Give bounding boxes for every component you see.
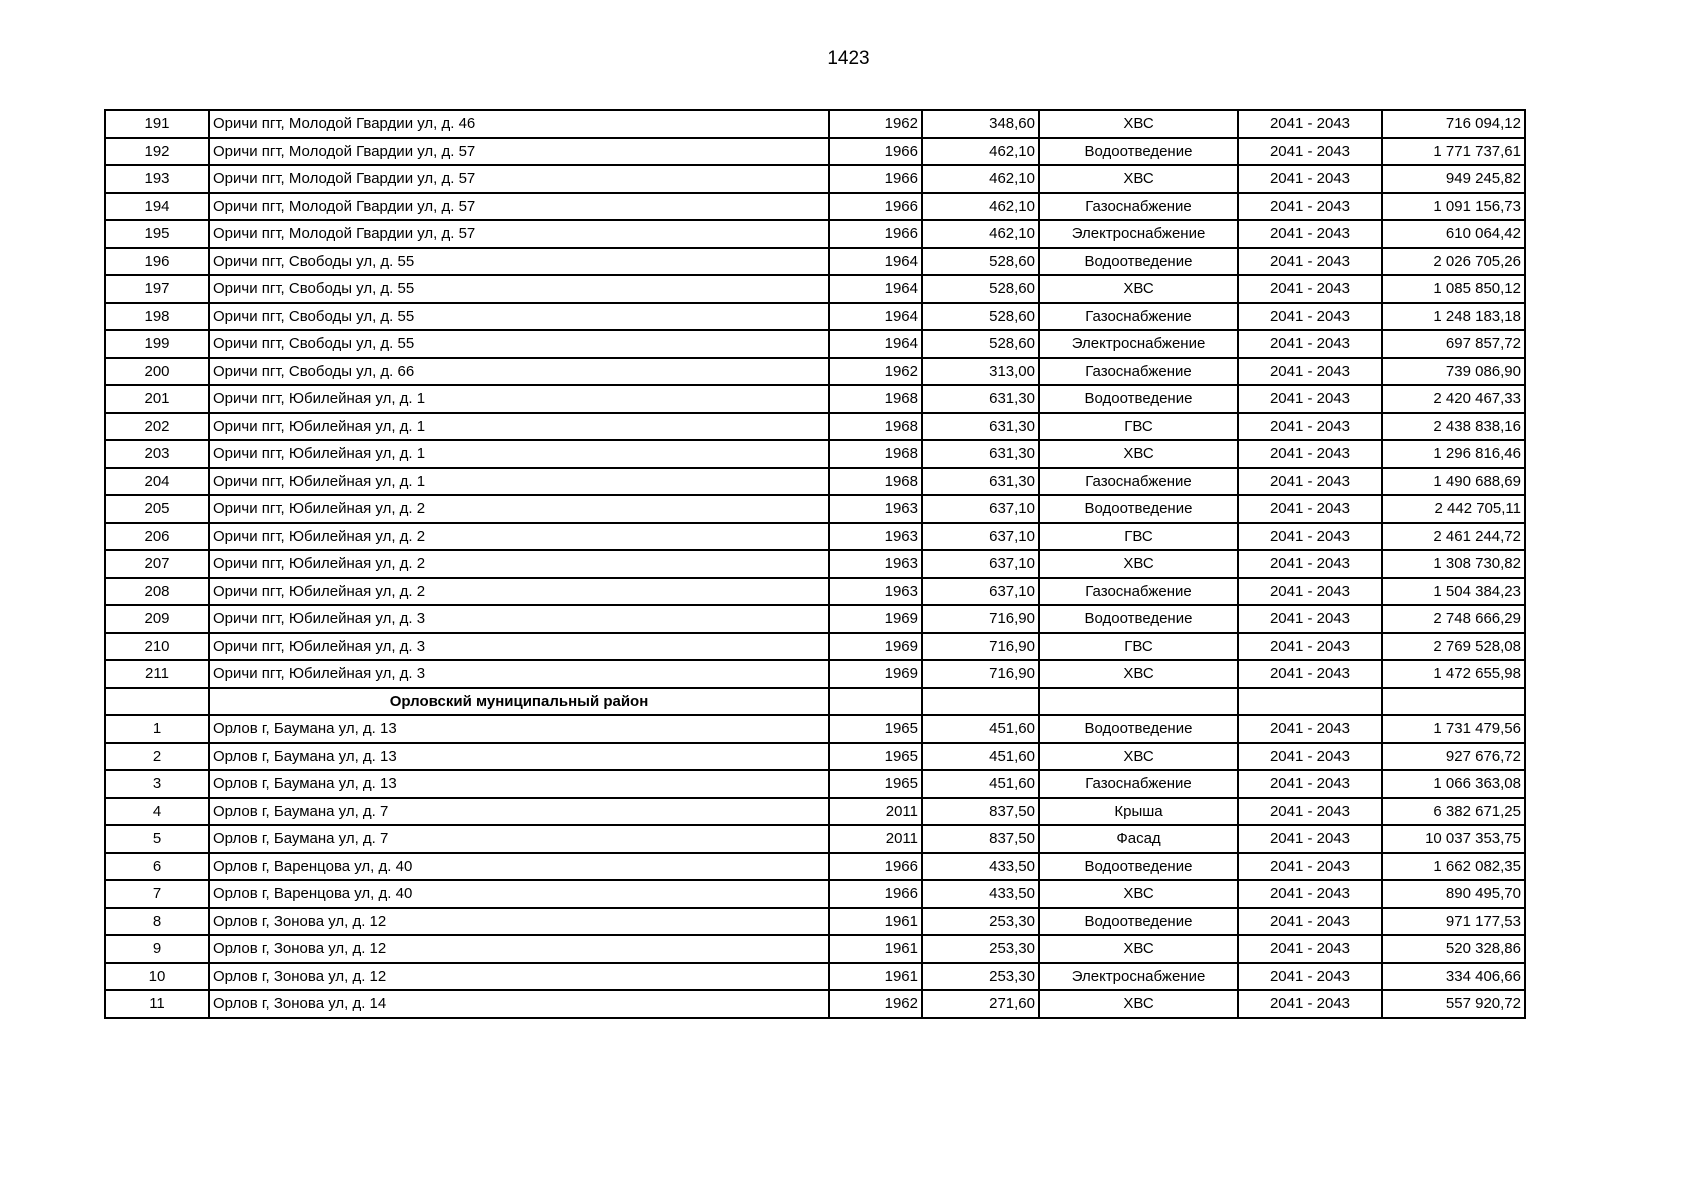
address-cell: Оричи пгт, Свободы ул, д. 66 bbox=[209, 358, 829, 386]
period-cell: 2041 - 2043 bbox=[1238, 523, 1382, 551]
year-cell: 1962 bbox=[829, 110, 922, 138]
year-cell: 1964 bbox=[829, 303, 922, 331]
area-cell: 637,10 bbox=[922, 523, 1039, 551]
year-cell: 1963 bbox=[829, 495, 922, 523]
address-cell: Орлов г, Баумана ул, д. 13 bbox=[209, 743, 829, 771]
area-cell: 528,60 bbox=[922, 330, 1039, 358]
area-cell: 462,10 bbox=[922, 165, 1039, 193]
address-cell: Оричи пгт, Свободы ул, д. 55 bbox=[209, 303, 829, 331]
area-cell: 348,60 bbox=[922, 110, 1039, 138]
period-cell: 2041 - 2043 bbox=[1238, 880, 1382, 908]
cost-cell: 697 857,72 bbox=[1382, 330, 1525, 358]
address-cell: Оричи пгт, Юбилейная ул, д. 1 bbox=[209, 468, 829, 496]
table-row bbox=[105, 193, 1525, 221]
work-type-cell: ГВС bbox=[1039, 523, 1238, 551]
cost-cell: 971 177,53 bbox=[1382, 908, 1525, 936]
work-type-cell: ГВС bbox=[1039, 413, 1238, 441]
row-number-cell: 2 bbox=[105, 743, 209, 771]
row-number-cell: 200 bbox=[105, 358, 209, 386]
area-cell: 451,60 bbox=[922, 715, 1039, 743]
year-cell: 1966 bbox=[829, 138, 922, 166]
work-type-cell: Газоснабжение bbox=[1039, 193, 1238, 221]
cost-cell: 2 420 467,33 bbox=[1382, 385, 1525, 413]
table-row bbox=[105, 523, 1525, 551]
empty-cell bbox=[1039, 688, 1238, 716]
cost-cell: 10 037 353,75 bbox=[1382, 825, 1525, 853]
address-cell: Оричи пгт, Молодой Гвардии ул, д. 57 bbox=[209, 193, 829, 221]
work-type-cell: Газоснабжение bbox=[1039, 468, 1238, 496]
area-cell: 528,60 bbox=[922, 303, 1039, 331]
page-number: 1423 bbox=[827, 48, 870, 69]
cost-cell: 610 064,42 bbox=[1382, 220, 1525, 248]
row-number-cell: 4 bbox=[105, 798, 209, 826]
area-cell: 253,30 bbox=[922, 935, 1039, 963]
empty-cell bbox=[829, 688, 922, 716]
row-number-cell: 195 bbox=[105, 220, 209, 248]
area-cell: 271,60 bbox=[922, 990, 1039, 1018]
row-number-cell: 5 bbox=[105, 825, 209, 853]
year-cell: 1966 bbox=[829, 220, 922, 248]
table-row bbox=[105, 550, 1525, 578]
period-cell: 2041 - 2043 bbox=[1238, 908, 1382, 936]
work-type-cell: Водоотведение bbox=[1039, 138, 1238, 166]
period-cell: 2041 - 2043 bbox=[1238, 440, 1382, 468]
table-row bbox=[105, 853, 1525, 881]
cost-cell: 520 328,86 bbox=[1382, 935, 1525, 963]
table-row bbox=[105, 880, 1525, 908]
period-cell: 2041 - 2043 bbox=[1238, 743, 1382, 771]
address-cell: Оричи пгт, Свободы ул, д. 55 bbox=[209, 330, 829, 358]
cost-cell: 557 920,72 bbox=[1382, 990, 1525, 1018]
row-number-cell: 211 bbox=[105, 660, 209, 688]
empty-cell bbox=[1382, 688, 1525, 716]
row-number-cell: 192 bbox=[105, 138, 209, 166]
table-row bbox=[105, 660, 1525, 688]
year-cell: 1969 bbox=[829, 605, 922, 633]
table-row bbox=[105, 248, 1525, 276]
period-cell: 2041 - 2043 bbox=[1238, 193, 1382, 221]
cost-cell: 6 382 671,25 bbox=[1382, 798, 1525, 826]
period-cell: 2041 - 2043 bbox=[1238, 935, 1382, 963]
address-cell: Орлов г, Баумана ул, д. 13 bbox=[209, 770, 829, 798]
row-number-cell: 201 bbox=[105, 385, 209, 413]
table-row bbox=[105, 275, 1525, 303]
table-row bbox=[105, 358, 1525, 386]
registry-body bbox=[105, 110, 1525, 1018]
row-number-cell: 10 bbox=[105, 963, 209, 991]
work-type-cell: Газоснабжение bbox=[1039, 578, 1238, 606]
year-cell: 1969 bbox=[829, 633, 922, 661]
table-row bbox=[105, 990, 1525, 1018]
work-type-cell: Газоснабжение bbox=[1039, 358, 1238, 386]
area-cell: 462,10 bbox=[922, 193, 1039, 221]
period-cell: 2041 - 2043 bbox=[1238, 963, 1382, 991]
cost-cell: 1 662 082,35 bbox=[1382, 853, 1525, 881]
work-type-cell: ХВС bbox=[1039, 275, 1238, 303]
work-type-cell: ХВС bbox=[1039, 110, 1238, 138]
area-cell: 716,90 bbox=[922, 633, 1039, 661]
area-cell: 631,30 bbox=[922, 385, 1039, 413]
area-cell: 253,30 bbox=[922, 908, 1039, 936]
table-row bbox=[105, 303, 1525, 331]
period-cell: 2041 - 2043 bbox=[1238, 138, 1382, 166]
work-type-cell: Водоотведение bbox=[1039, 715, 1238, 743]
year-cell: 1968 bbox=[829, 468, 922, 496]
year-cell: 1966 bbox=[829, 165, 922, 193]
work-type-cell: ХВС bbox=[1039, 165, 1238, 193]
cost-cell: 2 438 838,16 bbox=[1382, 413, 1525, 441]
year-cell: 1963 bbox=[829, 578, 922, 606]
empty-cell bbox=[922, 688, 1039, 716]
row-number-cell: 206 bbox=[105, 523, 209, 551]
section-title: Орловский муниципальный район bbox=[209, 688, 829, 716]
period-cell: 2041 - 2043 bbox=[1238, 110, 1382, 138]
table-row bbox=[105, 798, 1525, 826]
area-cell: 462,10 bbox=[922, 138, 1039, 166]
area-cell: 433,50 bbox=[922, 880, 1039, 908]
address-cell: Оричи пгт, Молодой Гвардии ул, д. 57 bbox=[209, 138, 829, 166]
table-row bbox=[105, 770, 1525, 798]
table-row bbox=[105, 633, 1525, 661]
cost-cell: 1 091 156,73 bbox=[1382, 193, 1525, 221]
area-cell: 528,60 bbox=[922, 275, 1039, 303]
address-cell: Орлов г, Зонова ул, д. 14 bbox=[209, 990, 829, 1018]
address-cell: Орлов г, Баумана ул, д. 13 bbox=[209, 715, 829, 743]
row-number-cell: 193 bbox=[105, 165, 209, 193]
address-cell: Оричи пгт, Юбилейная ул, д. 1 bbox=[209, 413, 829, 441]
year-cell: 1964 bbox=[829, 275, 922, 303]
row-number-cell: 11 bbox=[105, 990, 209, 1018]
work-type-cell: Водоотведение bbox=[1039, 248, 1238, 276]
year-cell: 1962 bbox=[829, 358, 922, 386]
period-cell: 2041 - 2043 bbox=[1238, 715, 1382, 743]
period-cell: 2041 - 2043 bbox=[1238, 605, 1382, 633]
address-cell: Оричи пгт, Юбилейная ул, д. 2 bbox=[209, 550, 829, 578]
year-cell: 1961 bbox=[829, 935, 922, 963]
work-type-cell: Водоотведение bbox=[1039, 908, 1238, 936]
area-cell: 462,10 bbox=[922, 220, 1039, 248]
period-cell: 2041 - 2043 bbox=[1238, 358, 1382, 386]
table-row bbox=[105, 715, 1525, 743]
area-cell: 631,30 bbox=[922, 440, 1039, 468]
year-cell: 1965 bbox=[829, 715, 922, 743]
period-cell: 2041 - 2043 bbox=[1238, 468, 1382, 496]
area-cell: 631,30 bbox=[922, 468, 1039, 496]
work-type-cell: Газоснабжение bbox=[1039, 770, 1238, 798]
area-cell: 837,50 bbox=[922, 825, 1039, 853]
work-type-cell: Электроснабжение bbox=[1039, 963, 1238, 991]
row-number-cell: 1 bbox=[105, 715, 209, 743]
row-number-cell: 205 bbox=[105, 495, 209, 523]
work-type-cell: Водоотведение bbox=[1039, 495, 1238, 523]
table-row bbox=[105, 495, 1525, 523]
period-cell: 2041 - 2043 bbox=[1238, 853, 1382, 881]
table-row bbox=[105, 110, 1525, 138]
period-cell: 2041 - 2043 bbox=[1238, 220, 1382, 248]
period-cell: 2041 - 2043 bbox=[1238, 248, 1382, 276]
row-number-cell: 207 bbox=[105, 550, 209, 578]
cost-cell: 1 308 730,82 bbox=[1382, 550, 1525, 578]
address-cell: Орлов г, Зонова ул, д. 12 bbox=[209, 935, 829, 963]
work-type-cell: Фасад bbox=[1039, 825, 1238, 853]
table-row bbox=[105, 440, 1525, 468]
year-cell: 1966 bbox=[829, 193, 922, 221]
period-cell: 2041 - 2043 bbox=[1238, 385, 1382, 413]
period-cell: 2041 - 2043 bbox=[1238, 990, 1382, 1018]
area-cell: 451,60 bbox=[922, 770, 1039, 798]
address-cell: Оричи пгт, Свободы ул, д. 55 bbox=[209, 275, 829, 303]
table-row bbox=[105, 165, 1525, 193]
period-cell: 2041 - 2043 bbox=[1238, 633, 1382, 661]
period-cell: 2041 - 2043 bbox=[1238, 660, 1382, 688]
table-row bbox=[105, 385, 1525, 413]
year-cell: 1963 bbox=[829, 523, 922, 551]
address-cell: Оричи пгт, Юбилейная ул, д. 1 bbox=[209, 385, 829, 413]
area-cell: 313,00 bbox=[922, 358, 1039, 386]
row-number-cell: 204 bbox=[105, 468, 209, 496]
cost-cell: 2 026 705,26 bbox=[1382, 248, 1525, 276]
work-type-cell: ХВС bbox=[1039, 935, 1238, 963]
year-cell: 1966 bbox=[829, 853, 922, 881]
period-cell: 2041 - 2043 bbox=[1238, 330, 1382, 358]
row-number-cell: 197 bbox=[105, 275, 209, 303]
row-number-cell: 198 bbox=[105, 303, 209, 331]
year-cell: 1961 bbox=[829, 963, 922, 991]
row-number-cell: 209 bbox=[105, 605, 209, 633]
row-number-cell: 6 bbox=[105, 853, 209, 881]
period-cell: 2041 - 2043 bbox=[1238, 165, 1382, 193]
address-cell: Орлов г, Баумана ул, д. 7 bbox=[209, 825, 829, 853]
cost-cell: 334 406,66 bbox=[1382, 963, 1525, 991]
area-cell: 253,30 bbox=[922, 963, 1039, 991]
year-cell: 1964 bbox=[829, 330, 922, 358]
row-number-cell: 208 bbox=[105, 578, 209, 606]
area-cell: 451,60 bbox=[922, 743, 1039, 771]
area-cell: 837,50 bbox=[922, 798, 1039, 826]
address-cell: Оричи пгт, Юбилейная ул, д. 2 bbox=[209, 578, 829, 606]
empty-cell bbox=[105, 688, 209, 716]
year-cell: 1968 bbox=[829, 413, 922, 441]
area-cell: 716,90 bbox=[922, 605, 1039, 633]
period-cell: 2041 - 2043 bbox=[1238, 798, 1382, 826]
area-cell: 637,10 bbox=[922, 550, 1039, 578]
address-cell: Оричи пгт, Молодой Гвардии ул, д. 57 bbox=[209, 220, 829, 248]
address-cell: Оричи пгт, Юбилейная ул, д. 3 bbox=[209, 660, 829, 688]
year-cell: 1969 bbox=[829, 660, 922, 688]
row-number-cell: 202 bbox=[105, 413, 209, 441]
area-cell: 716,90 bbox=[922, 660, 1039, 688]
area-cell: 528,60 bbox=[922, 248, 1039, 276]
row-number-cell: 191 bbox=[105, 110, 209, 138]
year-cell: 1966 bbox=[829, 880, 922, 908]
empty-cell bbox=[1238, 688, 1382, 716]
work-type-cell: ХВС bbox=[1039, 880, 1238, 908]
row-number-cell: 194 bbox=[105, 193, 209, 221]
address-cell: Оричи пгт, Юбилейная ул, д. 1 bbox=[209, 440, 829, 468]
work-type-cell: ХВС bbox=[1039, 660, 1238, 688]
table-row bbox=[105, 908, 1525, 936]
work-type-cell: ГВС bbox=[1039, 633, 1238, 661]
cost-cell: 2 442 705,11 bbox=[1382, 495, 1525, 523]
cost-cell: 716 094,12 bbox=[1382, 110, 1525, 138]
table-row bbox=[105, 963, 1525, 991]
cost-cell: 2 748 666,29 bbox=[1382, 605, 1525, 633]
table-row bbox=[105, 825, 1525, 853]
table-row bbox=[105, 330, 1525, 358]
cost-cell: 890 495,70 bbox=[1382, 880, 1525, 908]
area-cell: 631,30 bbox=[922, 413, 1039, 441]
row-number-cell: 210 bbox=[105, 633, 209, 661]
period-cell: 2041 - 2043 bbox=[1238, 495, 1382, 523]
period-cell: 2041 - 2043 bbox=[1238, 303, 1382, 331]
cost-cell: 1 731 479,56 bbox=[1382, 715, 1525, 743]
year-cell: 1964 bbox=[829, 248, 922, 276]
table-row bbox=[105, 935, 1525, 963]
address-cell: Орлов г, Зонова ул, д. 12 bbox=[209, 963, 829, 991]
address-cell: Оричи пгт, Юбилейная ул, д. 2 bbox=[209, 523, 829, 551]
row-number-cell: 199 bbox=[105, 330, 209, 358]
table-row bbox=[105, 468, 1525, 496]
cost-cell: 1 771 737,61 bbox=[1382, 138, 1525, 166]
area-cell: 637,10 bbox=[922, 495, 1039, 523]
table-row bbox=[105, 138, 1525, 166]
year-cell: 1965 bbox=[829, 770, 922, 798]
table-row bbox=[105, 605, 1525, 633]
year-cell: 1965 bbox=[829, 743, 922, 771]
cost-cell: 1 472 655,98 bbox=[1382, 660, 1525, 688]
address-cell: Оричи пгт, Юбилейная ул, д. 3 bbox=[209, 633, 829, 661]
row-number-cell: 8 bbox=[105, 908, 209, 936]
address-cell: Орлов г, Зонова ул, д. 12 bbox=[209, 908, 829, 936]
work-type-cell: ХВС bbox=[1039, 743, 1238, 771]
work-type-cell: Водоотведение bbox=[1039, 605, 1238, 633]
address-cell: Оричи пгт, Молодой Гвардии ул, д. 57 bbox=[209, 165, 829, 193]
work-type-cell: Водоотведение bbox=[1039, 853, 1238, 881]
row-number-cell: 203 bbox=[105, 440, 209, 468]
cost-cell: 1 066 363,08 bbox=[1382, 770, 1525, 798]
address-cell: Оричи пгт, Юбилейная ул, д. 3 bbox=[209, 605, 829, 633]
period-cell: 2041 - 2043 bbox=[1238, 770, 1382, 798]
work-type-cell: Водоотведение bbox=[1039, 385, 1238, 413]
registry-table bbox=[104, 109, 1526, 1019]
address-cell: Оричи пгт, Свободы ул, д. 55 bbox=[209, 248, 829, 276]
address-cell: Орлов г, Варенцова ул, д. 40 bbox=[209, 853, 829, 881]
table-row bbox=[105, 413, 1525, 441]
row-number-cell: 9 bbox=[105, 935, 209, 963]
work-type-cell: ХВС bbox=[1039, 440, 1238, 468]
cost-cell: 927 676,72 bbox=[1382, 743, 1525, 771]
period-cell: 2041 - 2043 bbox=[1238, 550, 1382, 578]
table-row bbox=[105, 743, 1525, 771]
section-header-row bbox=[105, 688, 1525, 716]
work-type-cell: Электроснабжение bbox=[1039, 330, 1238, 358]
work-type-cell: Газоснабжение bbox=[1039, 303, 1238, 331]
period-cell: 2041 - 2043 bbox=[1238, 275, 1382, 303]
year-cell: 1968 bbox=[829, 440, 922, 468]
year-cell: 1968 bbox=[829, 385, 922, 413]
cost-cell: 1 296 816,46 bbox=[1382, 440, 1525, 468]
year-cell: 1961 bbox=[829, 908, 922, 936]
cost-cell: 2 769 528,08 bbox=[1382, 633, 1525, 661]
cost-cell: 949 245,82 bbox=[1382, 165, 1525, 193]
address-cell: Орлов г, Варенцова ул, д. 40 bbox=[209, 880, 829, 908]
work-type-cell: ХВС bbox=[1039, 550, 1238, 578]
cost-cell: 1 248 183,18 bbox=[1382, 303, 1525, 331]
row-number-cell: 3 bbox=[105, 770, 209, 798]
table-row bbox=[105, 220, 1525, 248]
year-cell: 1962 bbox=[829, 990, 922, 1018]
period-cell: 2041 - 2043 bbox=[1238, 825, 1382, 853]
address-cell: Оричи пгт, Молодой Гвардии ул, д. 46 bbox=[209, 110, 829, 138]
year-cell: 2011 bbox=[829, 798, 922, 826]
cost-cell: 1 490 688,69 bbox=[1382, 468, 1525, 496]
cost-cell: 1 504 384,23 bbox=[1382, 578, 1525, 606]
work-type-cell: Электроснабжение bbox=[1039, 220, 1238, 248]
cost-cell: 2 461 244,72 bbox=[1382, 523, 1525, 551]
work-type-cell: Крыша bbox=[1039, 798, 1238, 826]
cost-cell: 739 086,90 bbox=[1382, 358, 1525, 386]
table-row bbox=[105, 578, 1525, 606]
row-number-cell: 7 bbox=[105, 880, 209, 908]
address-cell: Орлов г, Баумана ул, д. 7 bbox=[209, 798, 829, 826]
cost-cell: 1 085 850,12 bbox=[1382, 275, 1525, 303]
year-cell: 2011 bbox=[829, 825, 922, 853]
area-cell: 637,10 bbox=[922, 578, 1039, 606]
work-type-cell: ХВС bbox=[1039, 990, 1238, 1018]
row-number-cell: 196 bbox=[105, 248, 209, 276]
area-cell: 433,50 bbox=[922, 853, 1039, 881]
period-cell: 2041 - 2043 bbox=[1238, 578, 1382, 606]
period-cell: 2041 - 2043 bbox=[1238, 413, 1382, 441]
year-cell: 1963 bbox=[829, 550, 922, 578]
address-cell: Оричи пгт, Юбилейная ул, д. 2 bbox=[209, 495, 829, 523]
